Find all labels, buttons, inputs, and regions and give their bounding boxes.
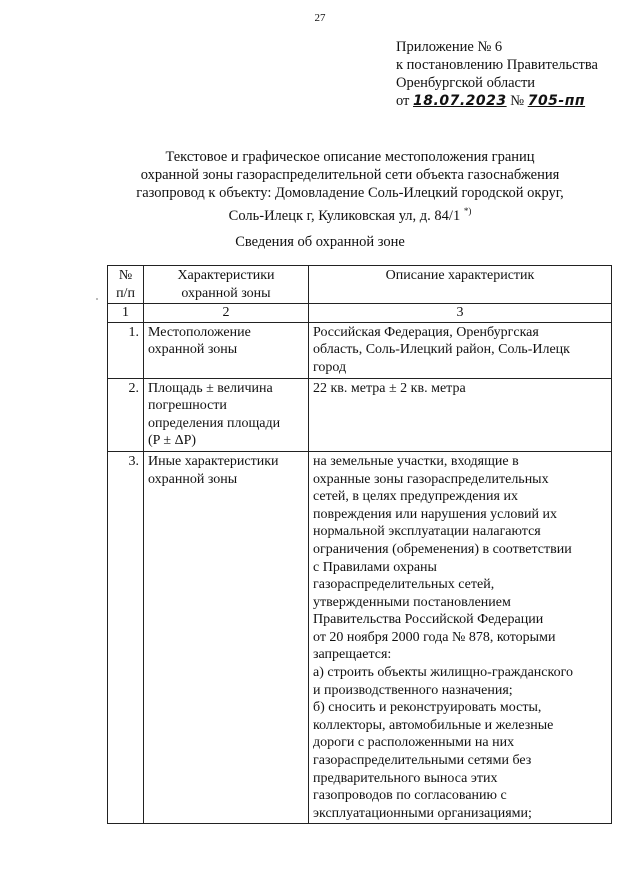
column-index-row xyxy=(108,304,612,323)
description-line: Российская Федерация, Оренбургская xyxy=(313,324,539,340)
description-line: газораспределительных сетей, xyxy=(313,577,495,593)
description-line: на земельные участки, входящие в xyxy=(313,453,519,469)
description-line: город xyxy=(313,359,347,375)
description-line: дороги с расположенными на них xyxy=(313,735,515,751)
section-title: Сведения об охранной зоне xyxy=(235,234,405,250)
description-line: нормальной эксплуатации налагаются xyxy=(313,524,541,540)
description-line: ограничения (обременения) в соответствии xyxy=(313,541,572,557)
characteristic-line: погрешности xyxy=(148,398,227,414)
characteristic-line: Площадь ± величина xyxy=(148,380,273,396)
description-line: газопроводов по согласованию с xyxy=(313,788,507,804)
title-line-1: Текстовое и графическое описание местоположения границ xyxy=(165,149,535,165)
row-description xyxy=(309,451,612,823)
column-index-2: 2 xyxy=(144,304,309,323)
characteristic-line: Местоположение xyxy=(148,324,251,340)
protection-zone-table xyxy=(107,265,612,824)
appendix-date-line xyxy=(396,92,598,110)
appendix-line-2: к постановлению Правительства xyxy=(396,57,598,73)
title-line-4 xyxy=(100,202,600,225)
description-line: газораспределительными сетями без xyxy=(313,753,532,769)
column-index-3: 3 xyxy=(309,304,612,323)
characteristic-line: Иные характеристики xyxy=(148,453,279,469)
characteristic-line: охранной зоны xyxy=(148,471,238,487)
document-title xyxy=(100,148,600,225)
table-header-row xyxy=(108,266,612,304)
description-line: коллекторы, автомобильные и железные xyxy=(313,717,554,733)
header-characteristics xyxy=(144,266,309,304)
header-characteristics-line-1: Характеристики xyxy=(177,268,275,283)
appendix-line-3: Оренбургской области xyxy=(396,75,536,91)
description-line: сетей, в целях предупреждения их xyxy=(313,489,518,505)
header-characteristics-line-2: охранной зоны xyxy=(181,285,271,301)
row-characteristic xyxy=(144,378,309,451)
appendix-line-1: Приложение № 6 xyxy=(396,39,503,55)
row-number: 1. xyxy=(108,322,144,378)
description-line: от 20 ноября 2000 года № 878, которыми xyxy=(313,629,556,645)
date-prefix: от xyxy=(396,93,410,109)
description-line: запрещается: xyxy=(313,647,392,663)
characteristic-line: (P ± ΔP) xyxy=(148,433,197,449)
row-description xyxy=(309,322,612,378)
row-characteristic xyxy=(144,451,309,823)
row-description xyxy=(309,378,612,451)
description-line: и производственного назначения; xyxy=(313,682,513,698)
table-row xyxy=(108,322,612,378)
row-number: 2. xyxy=(108,378,144,451)
characteristic-line: определения площади xyxy=(148,415,281,431)
row-number: 3. xyxy=(108,451,144,823)
description-line: с Правилами охраны xyxy=(313,559,437,575)
description-line: Правительства Российской Федерации xyxy=(313,612,544,628)
appendix-block xyxy=(396,38,598,110)
number-prefix: № xyxy=(510,93,525,109)
page-number: 27 xyxy=(314,12,326,24)
description-line: повреждения или нарушения условий их xyxy=(313,506,557,522)
title-line-2: охранной зоны газораспределительной сети объекта газоснабжения xyxy=(140,167,560,183)
scan-speck xyxy=(96,298,98,300)
description-line: а) строить объекты жилищно-гражданского xyxy=(313,665,573,681)
table-row xyxy=(108,378,612,451)
description-line: область, Соль-Илецкий район, Соль-Илецк xyxy=(313,342,570,358)
description-line: охранные зоны газораспределительных xyxy=(313,471,549,487)
header-number-line-2: п/п xyxy=(116,285,135,301)
header-number-line-1: № xyxy=(118,268,133,283)
header-description: Описание характеристик xyxy=(309,266,612,304)
title-line-3: газопровод к объекту: Домовладение Соль-Илецкий городской округ, xyxy=(136,185,564,201)
row-characteristic xyxy=(144,322,309,378)
description-line: утвержденными постановлением xyxy=(313,594,511,610)
column-index-1: 1 xyxy=(108,304,144,323)
table-row xyxy=(108,451,612,823)
description-line: предварительного выноса этих xyxy=(313,770,498,786)
title-address: Соль-Илецк г, Куликовская ул, д. 84/1 xyxy=(228,207,461,224)
description-line: б) сносить и реконструировать мосты, xyxy=(313,700,542,716)
characteristic-line: охранной зоны xyxy=(148,342,238,358)
handwritten-number: 705-пп xyxy=(527,93,586,109)
footnote-mark: *) xyxy=(463,206,472,216)
handwritten-date: 18.07.2023 xyxy=(413,93,507,109)
description-line: 22 кв. метра ± 2 кв. метра xyxy=(313,380,466,396)
description-line: эксплуатационными организациями; xyxy=(313,805,532,821)
header-number xyxy=(108,266,144,304)
